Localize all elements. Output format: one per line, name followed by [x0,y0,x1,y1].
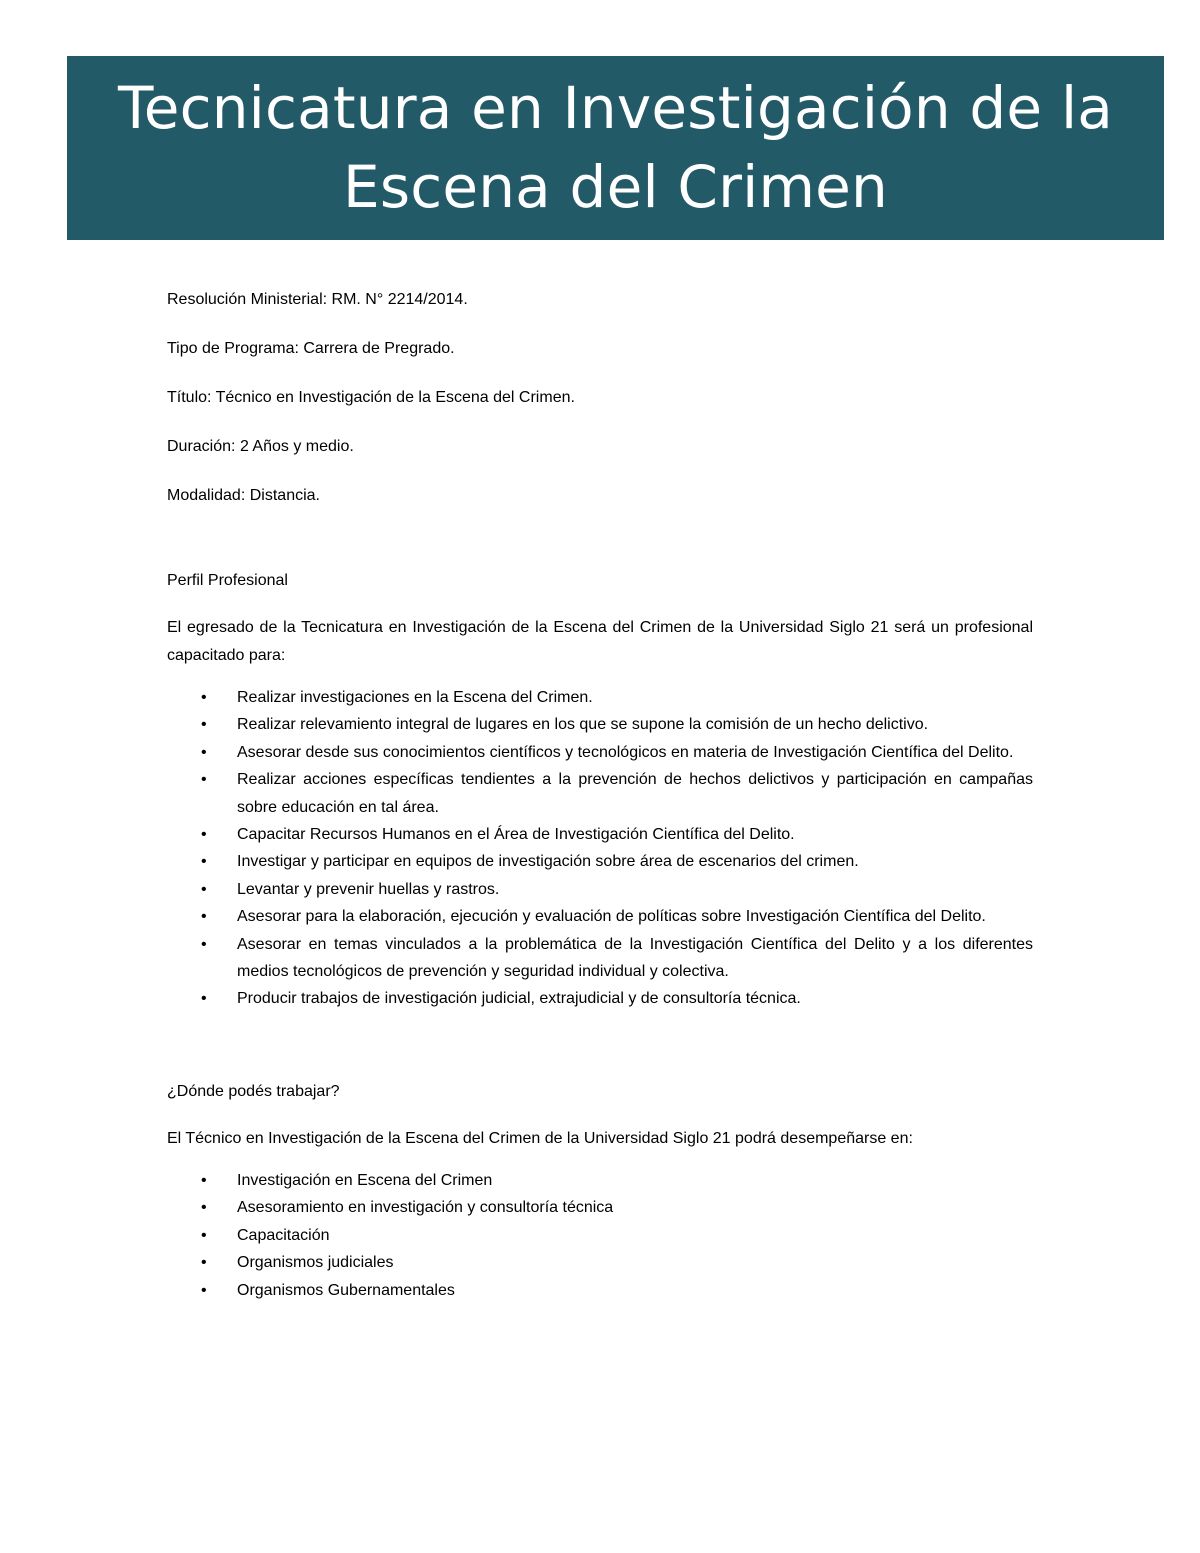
list-item [167,821,1033,848]
detail-resolucion [167,289,1033,311]
list-item [167,739,1033,766]
list-item-text: Asesorar en temas vinculados a la problemática de la Investigación Científica del Delito y a los diferentes medios tecnológicos de prevención y seguridad individual y colectiva. [237,935,1033,981]
perfil-heading: Perfil Profesional [167,572,288,589]
perfil-list [167,684,1033,1013]
bullet-icon: • [201,716,207,734]
bullet-icon: • [201,990,207,1008]
list-item-text: Organismos Gubernamentales [237,1281,455,1299]
document-title-line-2: Escena del Crimen [342,153,889,221]
bullet-icon: • [201,689,207,706]
list-item [167,876,1033,903]
list-item-text: Organismos judiciales [237,1254,394,1272]
list-item [167,1194,1033,1221]
detail-value: RM. N° 2214/2014. [331,291,468,308]
detail-label: Tipo de Programa: [167,340,299,357]
list-item [167,711,1033,738]
list-item [167,1222,1033,1249]
donde-trabajar-intro: El Técnico en Investigación de la Escena del Crimen de la Universidad Siglo 21 podrá desempeñarse en: [167,1129,913,1147]
bullet-icon: • [201,826,207,844]
list-item-text: Levantar y prevenir huellas y rastros. [237,880,500,898]
list-item-text: Investigar y participar en equipos de investigación sobre área de escenarios del crimen. [237,853,859,871]
list-item-text: Capacitar Recursos Humanos en el Área de Investigación Científica del Delito. [237,826,795,844]
detail-tipo-programa [167,338,1033,360]
detail-titulo [167,387,1033,409]
list-item-text: Asesorar para la elaboración, ejecución y evaluación de políticas sobre Investigación Científica del Delito. [237,908,986,926]
program-details [167,289,1033,507]
list-item [167,985,1033,1012]
detail-value: Carrera de Pregrado. [303,340,455,357]
title-banner [67,56,1164,240]
bullet-icon: • [201,1199,207,1217]
detail-value: Técnico en Investigación de la Escena del Crimen. [215,389,575,406]
donde-trabajar-list [167,1167,1033,1304]
bullet-icon: • [201,880,207,898]
list-item-text: Asesoramiento en investigación y consultoría técnica [237,1199,614,1217]
list-item-text: Capacitación [237,1226,330,1244]
document-title-line-1: Tecnicatura en Investigación de la [117,74,1114,142]
list-item [167,684,1033,711]
donde-trabajar-heading: ¿Dónde podés trabajar? [167,1082,340,1100]
detail-label: Resolución Ministerial: [167,291,328,308]
detail-duracion [167,436,1033,458]
list-item-text: Asesorar desde sus conocimientos científicos y tecnológicos en materia de Investigación Científica del Delito. [237,743,1014,761]
list-item [167,766,1033,821]
detail-label: Modalidad: [167,487,246,504]
detail-value: Distancia. [249,487,320,504]
bullet-icon: • [201,935,207,953]
perfil-intro: El egresado de la Tecnicatura en Investigación de la Escena del Crimen de la Universidad Siglo 21 será un profesional capacitado para: [167,619,1033,664]
bullet-icon: • [201,853,207,871]
list-item [167,1277,1033,1304]
bullet-icon: • [201,1254,207,1272]
list-item [167,931,1033,986]
list-item-text: Realizar investigaciones en la Escena del Crimen. [237,689,593,706]
list-item [167,1167,1033,1194]
list-item-text: Realizar acciones específicas tendientes a la prevención de hechos delictivos y participación en campañas sobre educación en tal área. [237,771,1033,816]
detail-modalidad [167,485,1033,507]
detail-label: Título: [167,389,212,406]
list-item-text: Producir trabajos de investigación judicial, extrajudicial y de consultoría técnica. [237,990,801,1008]
bullet-icon: • [201,908,207,926]
document-body [167,289,1033,1304]
list-item-text: Realizar relevamiento integral de lugares en los que se supone la comisión de un hecho delictivo. [237,716,929,734]
detail-label: Duración: [167,438,236,455]
bullet-icon: • [201,743,207,761]
bullet-icon: • [201,1226,207,1244]
list-item-text: Investigación en Escena del Crimen [237,1171,493,1189]
bullet-icon: • [201,771,207,789]
list-item [167,903,1033,930]
list-item [167,848,1033,875]
detail-value: 2 Años y medio. [239,438,354,455]
list-item [167,1249,1033,1276]
bullet-icon: • [201,1281,207,1299]
bullet-icon: • [201,1171,207,1189]
